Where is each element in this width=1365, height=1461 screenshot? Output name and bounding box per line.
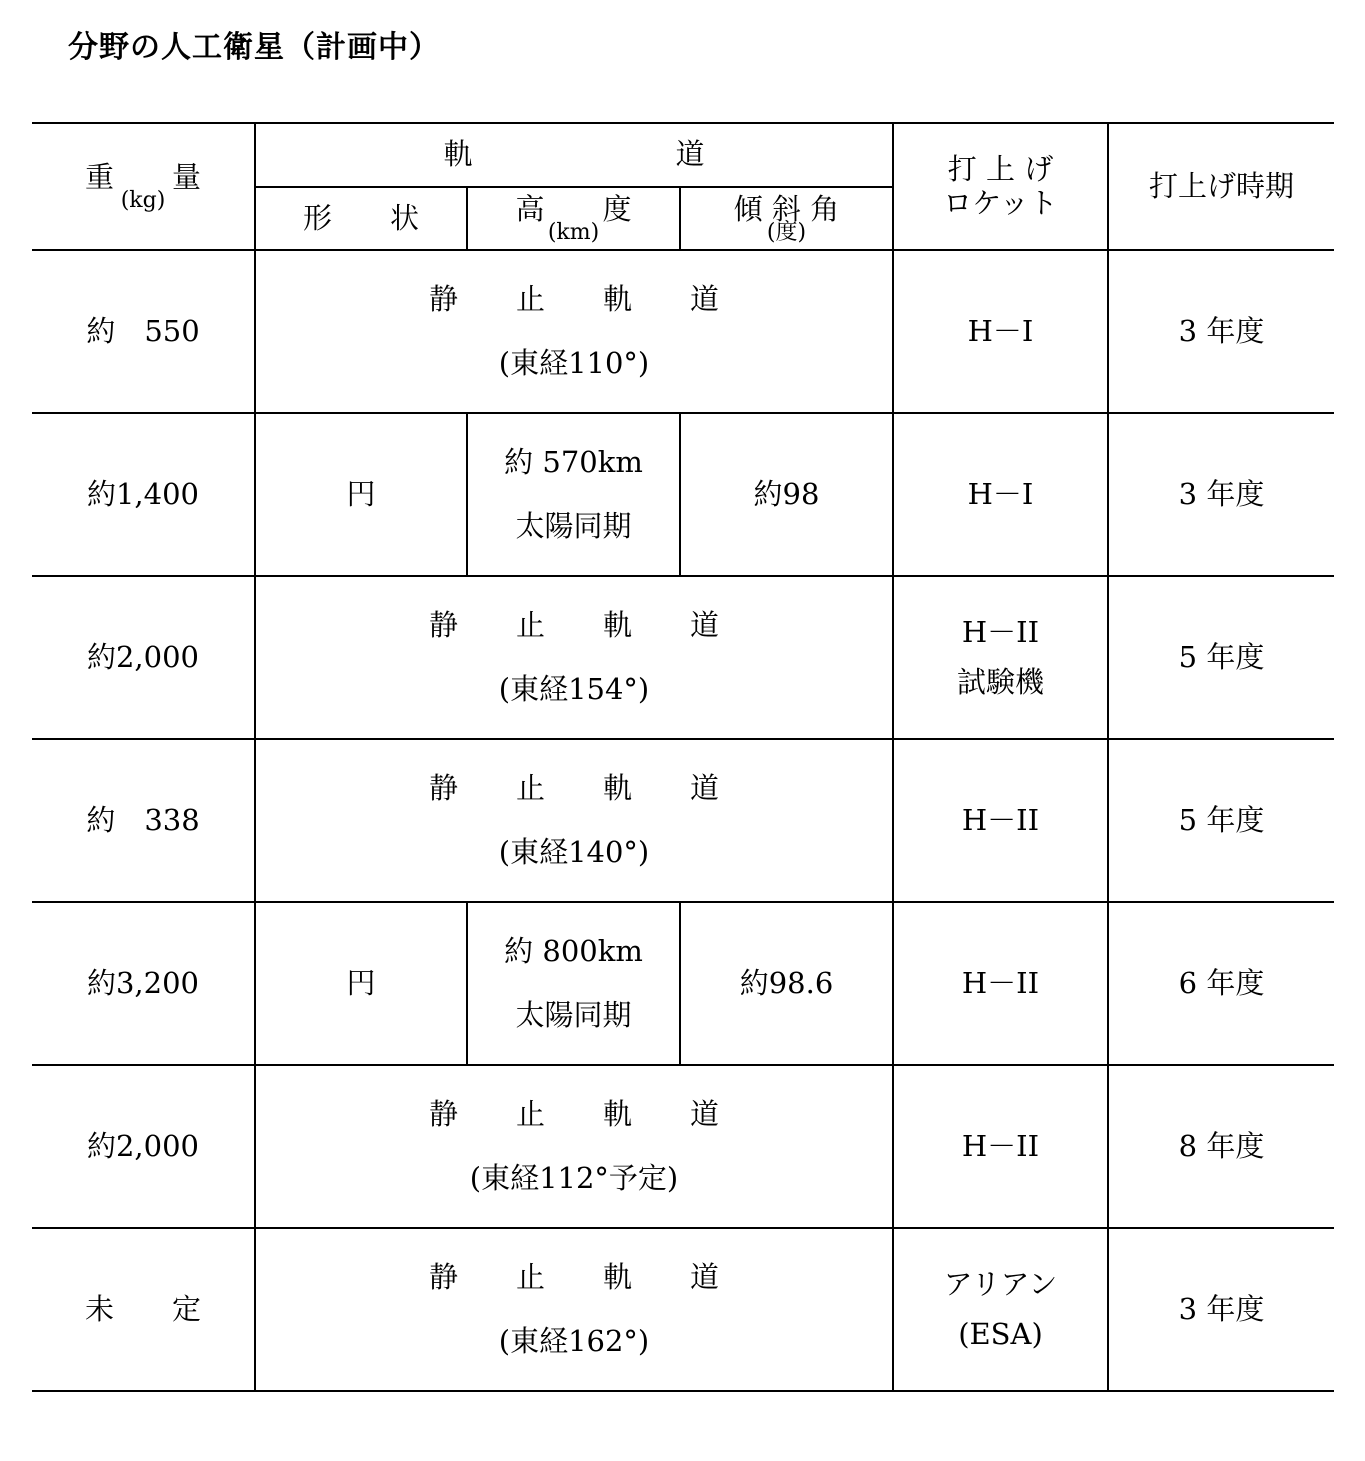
orbit-longitude: (東経154°) [498, 671, 650, 706]
rocket-cell [893, 576, 1108, 739]
altitude-cell [467, 902, 680, 1065]
weight-cell: 約1,400 [32, 413, 255, 576]
rocket-header [893, 123, 1108, 250]
weight-cell: 未 定 [32, 1228, 255, 1391]
altitude-note: 太陽同期 [515, 997, 632, 1032]
altitude-header-unit: (km) [547, 220, 600, 246]
launch-cell: 5 年度 [1108, 576, 1334, 739]
altitude-header [467, 187, 680, 250]
weight-cell: 約3,200 [32, 902, 255, 1065]
inclination-header-label: 傾 斜 角 [733, 191, 840, 226]
weight-header-unit: (kg) [120, 188, 166, 214]
launch-period-header: 打上げ時期 [1108, 123, 1334, 250]
inclination-cell: 約98.6 [680, 902, 893, 1065]
orbit-longitude: (東経140°) [498, 834, 650, 869]
altitude-value: 約 570km [504, 445, 643, 480]
rocket-header-line1: 打 上 げ [947, 152, 1054, 187]
orbit-cell [255, 739, 893, 902]
orbit-cell [255, 250, 893, 413]
rocket-cell: H－II [893, 1065, 1108, 1228]
shape-cell: 円 [255, 902, 467, 1065]
orbit-type: 静 止 軌 道 [428, 771, 719, 806]
weight-cell: 約 338 [32, 739, 255, 902]
altitude-value: 約 800km [504, 934, 643, 969]
rocket-cell [893, 1228, 1108, 1391]
rocket-note: 試験機 [956, 664, 1044, 699]
page-title: 分野の人工衛星（計画中） [68, 30, 440, 65]
rocket-cell: H－I [893, 250, 1108, 413]
rocket-cell: H－II [893, 739, 1108, 902]
shape-header: 形 状 [255, 187, 467, 250]
orbit-header: 軌 道 [255, 123, 893, 187]
orbit-type: 静 止 軌 道 [428, 608, 719, 643]
table-row [32, 1065, 1334, 1228]
launch-cell: 8 年度 [1108, 1065, 1334, 1228]
table-row [32, 902, 1334, 1065]
launch-cell: 3 年度 [1108, 413, 1334, 576]
launch-cell: 3 年度 [1108, 250, 1334, 413]
orbit-longitude: (東経162°) [498, 1323, 650, 1358]
launch-cell: 6 年度 [1108, 902, 1334, 1065]
altitude-cell [467, 413, 680, 576]
launch-cell: 3 年度 [1108, 1228, 1334, 1391]
orbit-longitude: (東経110°) [498, 345, 650, 380]
weight-header [32, 123, 255, 250]
table-row [32, 413, 1334, 576]
orbit-longitude: (東経112°予定) [469, 1160, 679, 1195]
rocket-name: アリアン [943, 1267, 1058, 1302]
rocket-name: H－II [961, 615, 1040, 650]
inclination-header [680, 187, 893, 250]
altitude-note: 太陽同期 [515, 508, 632, 543]
orbit-cell [255, 1065, 893, 1228]
altitude-header-label: 高 度 [515, 191, 632, 226]
shape-cell: 円 [255, 413, 467, 576]
weight-cell: 約2,000 [32, 576, 255, 739]
table-row [32, 1228, 1334, 1391]
orbit-type: 静 止 軌 道 [428, 1097, 719, 1132]
table-row [32, 576, 1334, 739]
weight-header-label: 重 量 [84, 159, 201, 194]
orbit-type: 静 止 軌 道 [428, 1260, 719, 1295]
orbit-type: 静 止 軌 道 [428, 282, 719, 317]
rocket-header-line2: ロケット [943, 185, 1058, 220]
table-row [32, 739, 1334, 902]
rocket-note: (ESA) [958, 1316, 1043, 1351]
weight-cell: 約2,000 [32, 1065, 255, 1228]
header-row [32, 123, 1334, 187]
table-row [32, 250, 1334, 413]
orbit-cell [255, 576, 893, 739]
rocket-cell: H－I [893, 413, 1108, 576]
inclination-header-unit: (度) [766, 220, 807, 246]
rocket-cell: H－II [893, 902, 1108, 1065]
launch-cell: 5 年度 [1108, 739, 1334, 902]
weight-cell: 約 550 [32, 250, 255, 413]
satellite-table [32, 122, 1334, 1392]
inclination-cell: 約98 [680, 413, 893, 576]
orbit-cell [255, 1228, 893, 1391]
